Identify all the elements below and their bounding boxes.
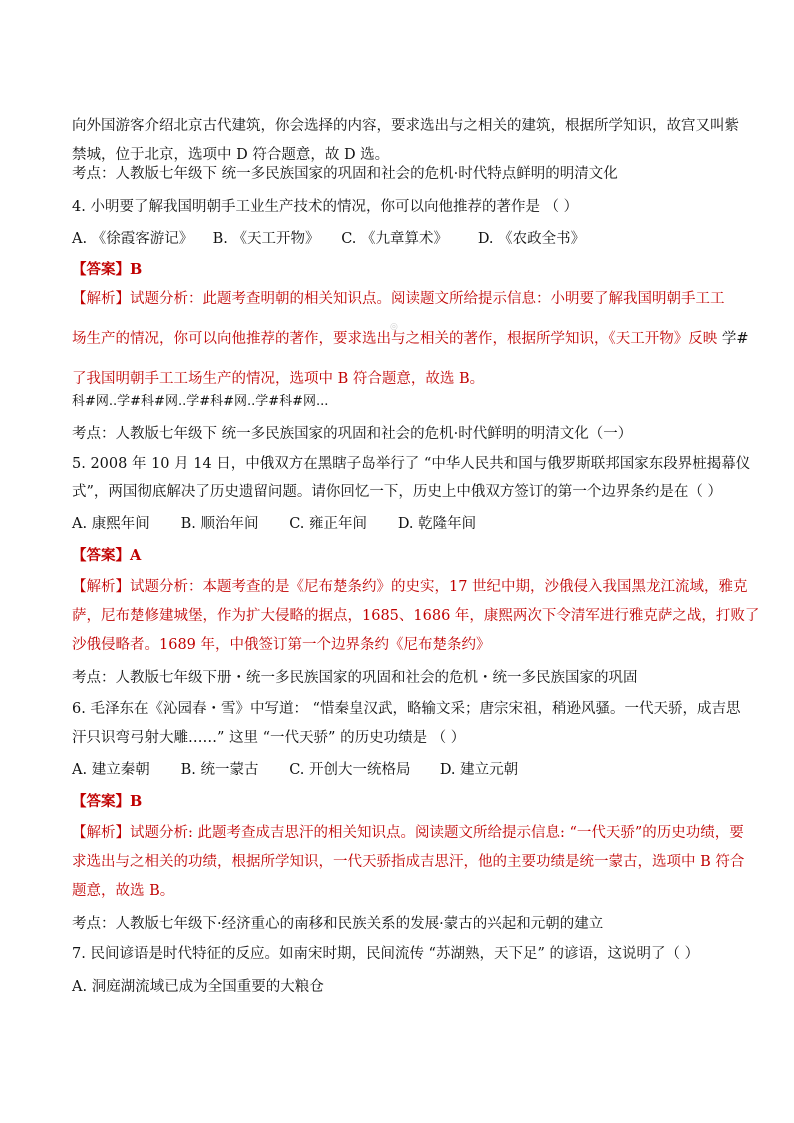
q5-jiexi-line3: 沙俄侵略者。1689 年，中俄签订第一个边界条约《尼布楚条约》 bbox=[72, 637, 491, 653]
q4-stem: 4. 小明要了解我国明朝手工业生产技术的情况，你可以向他推荐的著作是 （ ） bbox=[72, 199, 579, 215]
q5-kaodian: 考点：人教版七年级下册・统一多民族国家的巩固和社会的危机・统一多民族国家的巩固 bbox=[72, 670, 638, 686]
q4-jiexi-line2-text: 场生产的情况，你可以向他推荐的著作，要求选出与之相关的著作，根据所学知识，《天工开物》反映 bbox=[72, 331, 718, 347]
q6-option-d: D. 建立元朝 bbox=[439, 762, 519, 778]
q4-jiexi-line2 bbox=[72, 329, 749, 349]
q6-options bbox=[72, 760, 518, 780]
q4-jiexi-line1: 【解析】试题分析：此题考查明朝的相关知识点。阅读题文所给提示信息：小明要了解我国明朝手工工 bbox=[72, 291, 725, 307]
prev-explanation-line2: 禁城，位于北京，选项中 D 符合题意，故 D 选。 bbox=[72, 147, 390, 163]
q6-answer: 【答案】B bbox=[72, 793, 143, 810]
q5-option-b: B. 顺治年间 bbox=[180, 516, 259, 532]
q4-answer: 【答案】B bbox=[72, 261, 143, 278]
q6-option-c: C. 开创大一统格局 bbox=[289, 762, 411, 778]
q4-option-a: A. 《徐霞客游记》 bbox=[72, 231, 194, 247]
q6-jiexi-line3: 题意，故选 B。 bbox=[72, 883, 175, 899]
q6-jiexi-line2: 求选出与之相关的功绩，根据所学知识，一代天骄指成吉思汗，他的主要功绩是统一蒙古，选项中 B 符合 bbox=[72, 854, 745, 870]
q6-option-a: A. 建立秦朝 bbox=[72, 762, 150, 778]
q6-kaodian: 考点：人教版七年级下·经济重心的南移和民族关系的发展·蒙古的兴起和元朝的建立 bbox=[72, 916, 604, 932]
q4-jiexi-line3: 了我国明朝手工工场生产的情况，选项中 B 符合题意，故选 B。 bbox=[72, 371, 485, 387]
q5-option-c: C. 雍正年间 bbox=[289, 516, 368, 532]
q6-stem-line1: 6. 毛泽东在《沁园春・雪》中写道： “惜秦皇汉武，略输文采；唐宗宋祖，稍逊风骚。一代天骄，成吉思 bbox=[72, 701, 741, 717]
q4-jiexi-line2-noise: 学# bbox=[721, 331, 749, 347]
q5-stem-line2: 式”，两国彻底解决了历史遗留问题。请你回忆一下，历史上中俄双方签订的第一个边界条约是在（ ） bbox=[72, 484, 723, 500]
q4-option-c: C. 《九章算术》 bbox=[341, 231, 449, 247]
q5-stem-line1: 5. 2008 年 10 月 14 日，中俄双方在黑瞎子岛举行了 “中华人民共和国与俄罗斯联邦国家东段界桩揭幕仪 bbox=[72, 456, 751, 472]
q7-stem: 7. 民间谚语是时代特征的反应。如南宋时期，民间流传 “苏湖熟，天下足” 的谚语，这说明了（ ） bbox=[72, 946, 700, 962]
q7-option-a: A. 洞庭湖流域已成为全国重要的大粮仓 bbox=[72, 979, 324, 995]
q5-option-d: D. 乾隆年间 bbox=[397, 516, 477, 532]
q6-option-b: B. 统一蒙古 bbox=[180, 762, 259, 778]
prev-explanation-line1: 向外国游客介绍北京古代建筑，你会选择的内容，要求选出与之相关的建筑，根据所学知识，故宫又叫紫 bbox=[72, 118, 739, 134]
q4-options bbox=[72, 229, 585, 249]
q5-option-a: A. 康熙年间 bbox=[72, 516, 150, 532]
kaodian-q3: 考点：人教版七年级下 统一多民族国家的巩固和社会的危机·时代特点鲜明的明清文化 bbox=[72, 166, 618, 182]
watermark-icon: ◎ bbox=[390, 322, 398, 332]
q5-answer: 【答案】A bbox=[72, 547, 142, 564]
q5-jiexi-line1: 【解析】试题分析：本题考查的是《尼布楚条约》的史实，17 世纪中期，沙俄侵入我国黑龙江流域，雅克 bbox=[72, 579, 748, 595]
q5-options bbox=[72, 514, 476, 534]
q6-stem-line2: 汗只识弯弓射大雕……” 这里 “一代天骄” 的历史功绩是 （ ） bbox=[72, 730, 466, 746]
q4-option-b: B. 《天工开物》 bbox=[212, 231, 320, 247]
q4-kaodian: 考点：人教版七年级下 统一多民族国家的巩固和社会的危机·时代鲜明的明清文化（一） bbox=[72, 426, 633, 442]
q6-jiexi-line1: 【解析】试题分析: 此题考查成吉思汗的相关知识点。阅读题文所给提示信息: “一代天骄”的历史功绩，要 bbox=[72, 825, 744, 841]
q4-noise-line: 科#网..学#科#网..学#科#网..学#科#网... bbox=[72, 394, 329, 409]
q4-option-d: D. 《农政全书》 bbox=[477, 231, 586, 247]
q5-jiexi-line2: 萨，尼布楚修建城堡，作为扩大侵略的据点，1685、1686 年，康熙两次下令清军进行雅克萨之战，打败了 bbox=[72, 608, 760, 624]
